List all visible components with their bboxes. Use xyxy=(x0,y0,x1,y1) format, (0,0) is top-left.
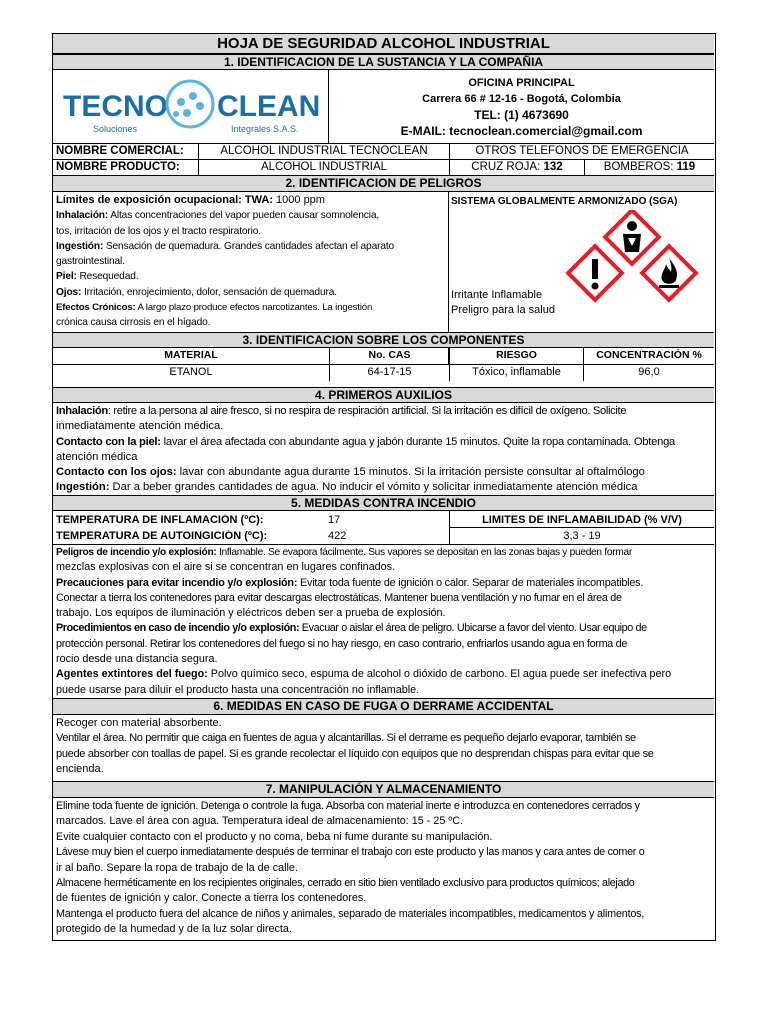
first-aid-text: Inhalación: retire a la persona al aire fresco, si no respira de respiración artificial. Si la irritación es difícil de oxígeno. Solicite inmediatamente atención médica. Contacto con la piel: lavar el área afectada con abundante agua y jabón durante 15 minutos. Quite la ropa contaminada. Obtenga atención médica Contacto con los ojos: lavar con abundante agua durante 15 minutos. Si la irritación persiste consultar al oftalmólogo Ingestión: Dar a beber grandes cantidades de agua. No inducir el vómito y solicitar inmediatamente atención médica xyxy=(56,405,676,494)
company-logo xyxy=(53,70,328,143)
product-name-label: NOMBRE PRODUCTO: xyxy=(56,161,180,173)
document-title: HOJA DE SEGURIDAD ALCOHOL INDUSTRIAL xyxy=(53,34,714,54)
fire-measures-text: Peligros de incendio y/o explosión: Inflamable. Se evapora fácilmente. Sus vapores se depositan en las zonas bajas y pueden formar mezclas explosivas con el aire si se concentran en lugares confinados. Precauciones para evitar incendio y/o explosión: Evitar toda fuente de ignición o calor. Separar de materiales incompatibles. Conectar a tierra los contenedores para evitar descargas electrostáticas. Mantener buena ventilación y no fumar en el área de trabajo. Los equipos de iluminación y eléctricos deben ser a prueba de explosión. Procedimientos en caso de incendio y/o explosión: Evacuar o aislar el área de peligro. Ubicarse a favor del viento. Usar equipo de protección personal. Retirar los contenedores del fuego si no hay riesgo, en caso contrario, enfriarlos usando agua en forma de rocio desde una distancia segura. Agentes extintores del fuego: Polvo químico seco, espuma de alcohol o dióxido de carbono. El agua puede ser inefectiva pero puede usarse para diluir el producto hasta una concentración no inflamable. xyxy=(56,547,672,696)
office-phone: TEL: (1) 4673690 xyxy=(474,109,569,122)
col-cas: No. CAS xyxy=(368,349,411,361)
logo-dot xyxy=(196,102,204,110)
logo-word-right: CLEAN xyxy=(217,90,321,123)
autoignition-label: TEMPERATURA DE AUTOINGICIÓN (ºC): xyxy=(56,530,268,542)
logo-dot xyxy=(173,111,179,117)
section-3-header: 3. IDENTIFICACION SOBRE LOS COMPONENTES xyxy=(53,332,714,348)
section-4-header: 4. PRIMEROS AUXILIOS xyxy=(53,387,714,403)
product-name-value: ALCOHOL INDUSTRIAL xyxy=(260,161,388,173)
logo-word-left: TECNO xyxy=(63,90,168,123)
handling-storage-text: Elimine toda fuente de ignición. Detenga o controle la fuga. Absorba con material inerte e introduzca en contenedores cerrados y marcados. Lave el área con agua. Temperatura ideal de almacenamiento: 15 - 25 ºC. Evite cualquier contacto con el producto y no coma, beba ni fume durante su manipulación. Lávese muy bien el cuerpo inmediatamente después de terminar el trabajo con este producto y las manos y cara antes de comer o ir al baño. Separe la ropa de trabajo de la de calle. Almacene herméticamente en los recipientes originales, cerrado en sitio bien ventilado exclusivo para productos químicos; alejado de fuentes de ignición y calor. Conecte a tierra los contenedores. Mantenga el producto fuera del alcance de niños y animales, separado de materiales incompatibles, medicamentos y alimentos, protegido de la humedad y de la luz solar directa. xyxy=(56,800,645,936)
section-7-header: 7. MANIPULACIÓN Y ALMACENAMIENTO xyxy=(53,781,714,798)
logo-dot xyxy=(189,92,197,100)
firefighters-phone: BOMBEROS: 119 xyxy=(603,161,696,173)
commercial-name-label: NOMBRE COMERCIAL: xyxy=(56,145,184,157)
emergency-phones-label: OTROS TELEFONOS DE EMERGENCIA xyxy=(475,145,689,157)
safety-data-sheet xyxy=(52,33,716,941)
ghs-label-1: Irritante Inflamable xyxy=(451,289,543,301)
section-2-header: 2. IDENTIFICACION DE PELIGROS xyxy=(53,175,714,192)
autoignition-value: 422 xyxy=(328,530,347,542)
spill-measures-text: Recoger con material absorbente. Ventilar el área. No permitir que caiga en fuentes de agua y alcantarillas. Si el derrame es pequeño dejarlo evaporar, también se puede absorber con toallas de papel. Si es grande recolectar el líquido con equipos que no desprendan chispas para evitar que se encienda. xyxy=(56,717,654,775)
office-email: E-MAIL: tecnoclean.comercial@gmail.com xyxy=(400,125,643,138)
logo-tagline-right: Integrales S.A.S. xyxy=(231,124,299,134)
red-cross-phone: CRUZ ROJA: 132 xyxy=(471,161,563,173)
cell-risk: Tóxico, inflamable xyxy=(472,366,561,378)
health-hazard-icon xyxy=(605,210,659,264)
office-title: OFICINA PRINCIPAL xyxy=(468,77,575,89)
logo-ring xyxy=(167,81,213,127)
cell-concentration: 96,0 xyxy=(638,366,660,378)
logo-tagline-left: Soluciones xyxy=(93,124,138,134)
flammability-limits-value: 3,3 - 19 xyxy=(563,530,601,542)
cell-material: ETANOL xyxy=(169,366,213,378)
col-material: MATERIAL xyxy=(164,349,218,361)
flammability-limits-label: LIMITES DE INFLAMABILIDAD (% V/V) xyxy=(482,514,682,526)
flash-point-label: TEMPERATURA DE INFLAMACIÓN (ºC): xyxy=(56,514,264,526)
section-5-header: 5. MEDIDAS CONTRA INCENDIO xyxy=(53,495,714,511)
col-concentration: CONCENTRACIÓN % xyxy=(596,349,702,361)
ghs-title: SISTEMA GLOBALMENTE ARMONIZADO (SGA) xyxy=(451,196,678,207)
office-address: Carrera 66 # 12-16 - Bogotá, Colombia xyxy=(422,93,621,105)
logo-dot xyxy=(183,109,191,117)
flash-point-value: 17 xyxy=(328,514,341,526)
hazards-text: Límites de exposición ocupacional: TWA: 1000 ppm Inhalación: Altas concentraciones del vapor pueden causar somnolencia, tos, irritación de los ojos y el tracto respiratorio. Ingestión: Sensación de quemadura. Grandes cantidades afectan el aparato gastrointestinal. Piel: Resequedad. Ojos: Irritación, enrojecimiento, dolor, sensación de quemadura. Efectos Crónicos: A largo plazo produce efectos narcotizantes. La ingestión crónica causa cirrosis en el hígado. xyxy=(56,194,395,329)
flame-icon xyxy=(642,246,696,300)
section-1-header: 1. IDENTIFICACION DE LA SUSTANCIA Y LA COMPAÑIA xyxy=(53,54,714,70)
logo-graphic xyxy=(53,70,328,143)
logo-dot xyxy=(177,98,185,106)
section-6-header: 6. MEDIDAS EN CASO DE FUGA O DERRAME ACCIDENTAL xyxy=(53,698,714,715)
ghs-label-2: Preligro para la salud xyxy=(451,304,555,316)
commercial-name-value: ALCOHOL INDUSTRIAL TECNOCLEAN xyxy=(220,145,428,157)
cell-cas: 64-17-15 xyxy=(367,366,412,378)
col-risk: RIESGO xyxy=(496,349,537,361)
